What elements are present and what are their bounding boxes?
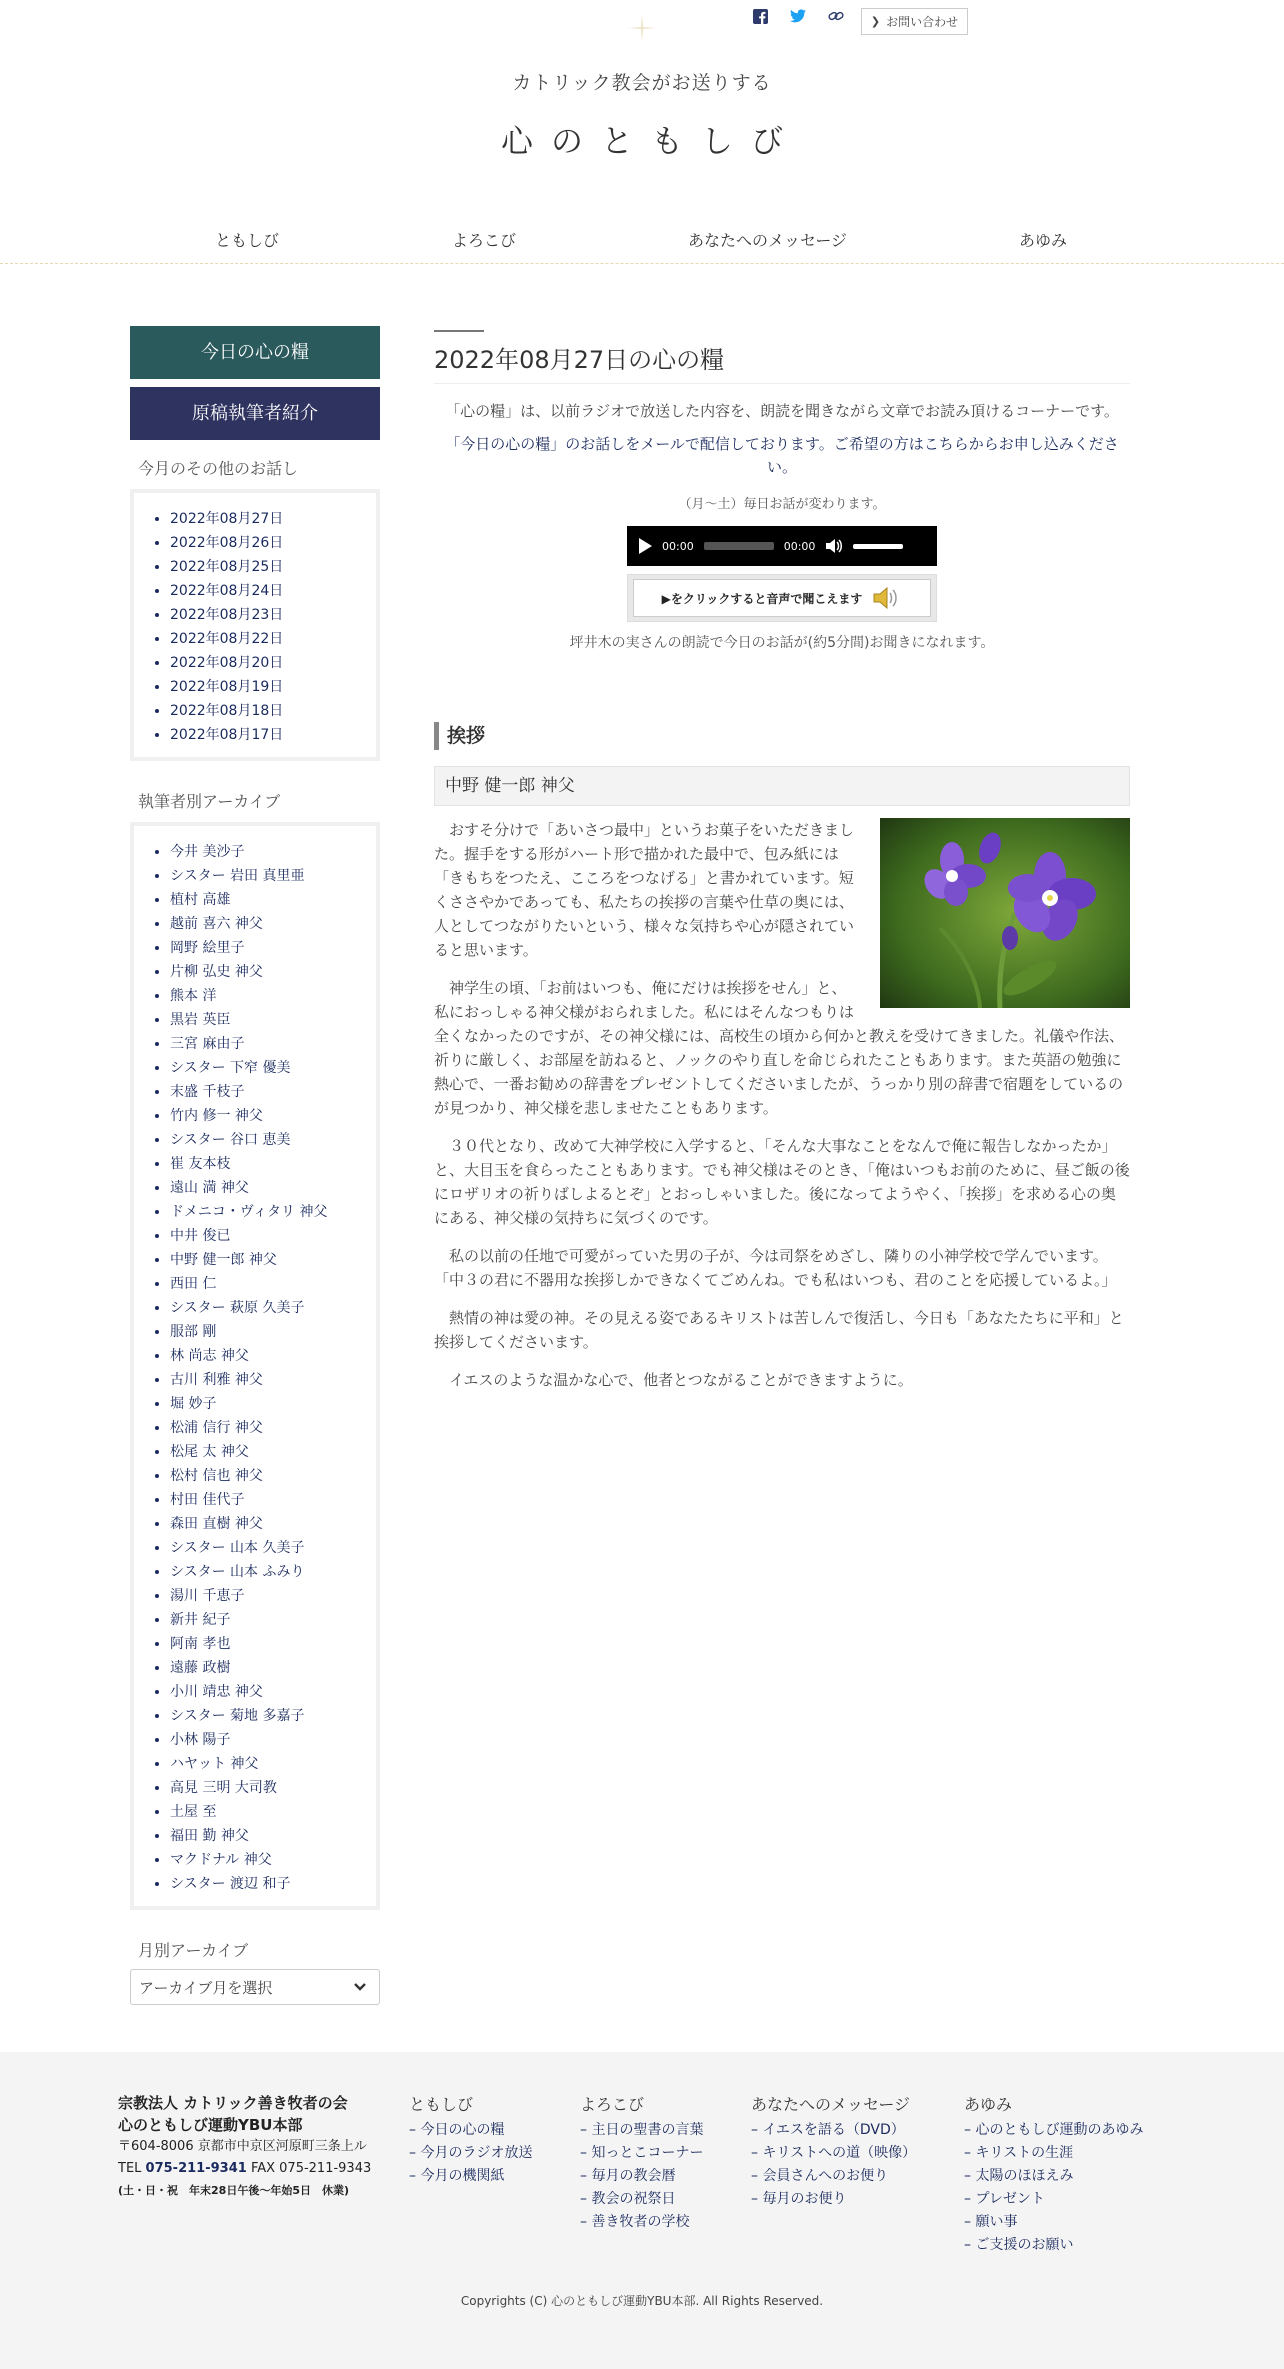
month-archive-item[interactable]: • 2022年08月27日 [170, 507, 376, 531]
author-archive-item[interactable]: • ハヤット 神父 [170, 1752, 376, 1776]
author-archive-item[interactable]: • 湯川 千恵子 [170, 1584, 376, 1608]
flower-photo [880, 818, 1130, 1008]
footer-link[interactable]: – 毎月のお便り [751, 2191, 847, 2207]
author-archive-item[interactable]: • 越前 喜六 神父 [170, 912, 376, 936]
org-address: 〒604-8006 京都市中京区河原町三条上ル [118, 2139, 367, 2154]
month-archive-heading: 今月のその他のお話し [138, 459, 299, 478]
author-archive-box [130, 822, 380, 1910]
author-archive-item[interactable]: • 末盛 千枝子 [170, 1080, 376, 1104]
paragraph-5: 熱情の神は愛の神。その見える姿であるキリストは苦しんで復活し、今日も「あなたたちに平和」と挨拶してくださいます。 [434, 1309, 1124, 1351]
footer-link[interactable]: – 心のともしび運動のあゆみ [964, 2122, 1144, 2138]
author-archive-item[interactable]: • シスター 岩田 真里亜 [170, 864, 376, 888]
author-archive-item[interactable]: • 小川 靖忠 神父 [170, 1680, 376, 1704]
author-archive-item[interactable]: • シスター 萩原 久美子 [170, 1296, 376, 1320]
author-archive-item[interactable]: • 松浦 信行 神父 [170, 1416, 376, 1440]
author-archive-item[interactable]: • 竹内 修一 神父 [170, 1104, 376, 1128]
current-time: 00:00 [662, 539, 694, 553]
org-name: 宗教法人 カトリック善き牧者の会 [118, 2094, 348, 2112]
author-archive-item[interactable]: • 小林 陽子 [170, 1728, 376, 1752]
month-archive-item[interactable]: • 2022年08月20日 [170, 651, 376, 675]
org-branch: 心のともしび運動YBU本部 [118, 2116, 303, 2134]
nav-tomoshibi[interactable]: ともしび [215, 231, 280, 250]
author-list [134, 840, 376, 1896]
footer-link[interactable]: – キリストの生涯 [964, 2145, 1074, 2161]
footer-link[interactable]: – 教会の祝祭日 [580, 2191, 676, 2207]
paragraph-4: 私の以前の任地で可愛がっていた男の子が、今は司祭をめざし、隣りの小神学校で学んでいます。「中３の君に不器用な挨拶しかできなくてごめんね。でも私はいつも、君のことを応援しているよ。」 [434, 1247, 1117, 1289]
listen-label: ▶をクリックすると音声で聞こえます [661, 591, 863, 606]
author-archive-item[interactable]: • シスター 山本 ふみり [170, 1560, 376, 1584]
author-archive-item[interactable]: • 植村 高雄 [170, 888, 376, 912]
site-title[interactable]: 心のともしび [500, 122, 801, 160]
author-archive-item[interactable]: • 遠山 満 神父 [170, 1176, 376, 1200]
footer-link[interactable]: – ご支援のお願い [964, 2237, 1074, 2253]
author-archive-item[interactable]: • 今井 美沙子 [170, 840, 376, 864]
today-kokoro-button[interactable]: 今日の心の糧 [130, 326, 380, 379]
mail-signup-link[interactable]: 「今日の心の糧」のお話しをメールで配信しております。ご希望の方はこちらからお申し込みください。 [445, 435, 1119, 476]
org-tel: TEL 075-211-9341 FAX 075-211-9343 [118, 2161, 372, 2176]
author-archive-item[interactable]: • 熊本 洋 [170, 984, 376, 1008]
section-title: 挨拶 [434, 722, 1130, 750]
footer-link[interactable]: – イエスを語る（DVD） [751, 2122, 905, 2138]
footer-org [118, 2092, 371, 2202]
tel-link[interactable]: 075-211-9341 [145, 2161, 247, 2176]
month-archive-item[interactable]: • 2022年08月23日 [170, 603, 376, 627]
author-archive-item[interactable]: • 黒岩 英臣 [170, 1008, 376, 1032]
archive-month-select[interactable]: アーカイブ月を選択 [130, 1969, 380, 2005]
paragraph-3: ３０代となり、改めて大神学校に入学すると、「そんな大事なことをなんで俺に報告しなかったか」と、大目玉を食らったこともあります。でも神父様はそのとき、「俺はいつもお前のために、昼ご飯の後にロザリオの祈りばしよるとぞ」とおっしゃいました。後になってようやく、「挨拶」を求める心の奥にある、神父様の気持ちに気づくのです。 [434, 1137, 1130, 1227]
duration-time: 00:00 [783, 539, 816, 553]
author-archive-item[interactable]: • 松尾 太 神父 [170, 1440, 376, 1464]
author-archive-item[interactable]: • ドメニコ・ヴィタリ 神父 [170, 1200, 376, 1224]
author-archive-item[interactable]: • 堀 妙子 [170, 1392, 376, 1416]
author-archive-item[interactable]: • シスター 渡辺 和子 [170, 1872, 376, 1896]
footer-link[interactable]: – 今月のラジオ放送 [409, 2145, 533, 2161]
footer-link[interactable]: – 太陽のほほえみ [964, 2168, 1074, 2184]
author-archive-item[interactable]: • 古川 利雅 神父 [170, 1368, 376, 1392]
author-archive-item[interactable]: • 土屋 至 [170, 1800, 376, 1824]
footer-col-message: あなたへのメッセージ – イエスを語る（DVD） – キリストへの道（映像） – 会員さんへのお便り – 毎月のお便り [751, 2092, 916, 2211]
paragraph-2: 神学生の頃、「お前はいつも、俺にだけは挨拶をせん」と、私におっしゃる神父様がおられました。私にはそんなつもりは全くなかったのですが、その神父様には、高校生の頃から何かと教えを受けてきました。礼儀や作法、祈りに厳しく、お部屋を訪ねると、ノックのやり直しを命じられたこともあります。また英語の勉強に熱心で、一番お勧めの辞書をプレゼントしてくださいましたが、うっかり別の辞書で宿題をしているのが見つかり、神父様を悲しませたこともあります。 [434, 979, 1125, 1117]
progress-bar[interactable] [704, 542, 774, 550]
author-archive-item[interactable]: • 片柳 弘史 神父 [170, 960, 376, 984]
footer-col-ayumi: あゆみ – 心のともしび運動のあゆみ – キリストの生涯 – 太陽のほほえみ – プレゼント – 願い事 – ご支援のお願い [964, 2092, 1143, 2257]
nav-message[interactable]: あなたへのメッセージ [688, 231, 848, 250]
twitter-icon[interactable] [790, 8, 806, 24]
star-ornament-icon [628, 14, 656, 42]
chevron-down-icon [353, 1982, 367, 1992]
article-body [434, 818, 1130, 1392]
paragraph-6: イエスのような温かな心で、他者とつながることができますように。 [449, 1371, 913, 1389]
schedule-note: （月～土）毎日お話が変わります。 [678, 497, 886, 512]
link-icon[interactable] [828, 8, 844, 24]
author-archive-heading: 執筆者別アーカイブ [138, 792, 281, 811]
footer-link[interactable]: – 会員さんへのお便り [751, 2168, 889, 2184]
volume-slider[interactable] [853, 544, 903, 549]
paragraph-1: おすそ分けで「あいさつ最中」というお菓子をいただきました。握手をする形がハート形で描かれた最中で、包み紙には「きもちをつたえ、こころをつなげる」と書かれています。短くささやかであっても、私たちの挨拶の言葉や仕草の奥には、人としてつながりたいという、様々な気持ちや心が隠されていると思います。 [434, 821, 855, 959]
author-archive-item[interactable]: • 松村 信也 神父 [170, 1464, 376, 1488]
month-archive-box [130, 489, 380, 761]
month-archive-item[interactable]: • 2022年08月19日 [170, 675, 376, 699]
speaker-icon [872, 586, 902, 610]
contact-button[interactable]: ❯ お問い合わせ [861, 8, 968, 35]
facebook-icon[interactable] [752, 8, 768, 24]
org-hours: (土・日・祝 年末28日午後〜年始5日 休業) [118, 2184, 350, 2197]
volume-icon[interactable] [825, 538, 843, 554]
month-archive-item[interactable]: • 2022年08月18日 [170, 699, 376, 723]
nav-yorokobi[interactable]: よろこび [452, 231, 517, 250]
footer-link[interactable]: – 毎月の教会暦 [580, 2168, 676, 2184]
author-archive-item[interactable]: • シスター 菊地 多嘉子 [170, 1704, 376, 1728]
author-archive-item[interactable]: • 村田 佳代子 [170, 1488, 376, 1512]
author-archive-item[interactable]: • マクドナル 神父 [170, 1848, 376, 1872]
month-list [134, 507, 376, 747]
copyright: Copyrights (C) 心のともしび運動YBU本部. All Rights Reserved. [460, 2294, 824, 2308]
author-archive-item[interactable]: • 西田 仁 [170, 1272, 376, 1296]
author-archive-item[interactable]: • 崔 友本枝 [170, 1152, 376, 1176]
nav-ayumi[interactable]: あゆみ [1019, 231, 1068, 250]
author-archive-item[interactable]: • 遠藤 政樹 [170, 1656, 376, 1680]
footer-link[interactable]: – 今日の心の糧 [409, 2122, 505, 2138]
author-archive-item[interactable]: • 福田 勤 神父 [170, 1824, 376, 1848]
footer-col-tomoshibi: ともしび – 今日の心の糧 – 今月のラジオ放送 – 今月の機関紙 [409, 2092, 532, 2188]
author-archive-item[interactable]: • シスター 山本 久美子 [170, 1536, 376, 1560]
listen-banner[interactable] [627, 574, 937, 622]
author-archive-item[interactable]: • 高見 三明 大司教 [170, 1776, 376, 1800]
author-archive-item[interactable]: • 森田 直樹 神父 [170, 1512, 376, 1536]
footer-link[interactable]: – 知っとこコーナー [580, 2145, 704, 2161]
author-archive-item[interactable]: • 林 尚志 神父 [170, 1344, 376, 1368]
month-archive-item[interactable]: • 2022年08月26日 [170, 531, 376, 555]
month-archive-item[interactable]: • 2022年08月24日 [170, 579, 376, 603]
social-links [752, 8, 844, 24]
footer [0, 2052, 1284, 2369]
authors-intro-button[interactable]: 原稿執筆者紹介 [130, 387, 380, 440]
audio-player [627, 526, 937, 566]
footer-link[interactable]: – キリストへの道（映像） [751, 2145, 917, 2161]
footer-link[interactable]: – プレゼント [964, 2191, 1045, 2207]
author-name: 中野 健一郎 神父 [434, 766, 1130, 806]
author-archive-item[interactable]: • 中井 俊已 [170, 1224, 376, 1248]
author-archive-item[interactable]: • 三宮 麻由子 [170, 1032, 376, 1056]
main-content [434, 330, 1130, 1406]
author-archive-item[interactable]: • 服部 剛 [170, 1320, 376, 1344]
footer-link[interactable]: – 今月の機関紙 [409, 2168, 505, 2184]
play-icon[interactable] [639, 538, 652, 554]
post-title: 2022年08月27日の心の糧 [434, 340, 1130, 384]
footer-link[interactable]: – 願い事 [964, 2214, 1018, 2230]
month-archive-item[interactable]: • 2022年08月17日 [170, 723, 376, 747]
author-archive-item[interactable]: • 阿南 孝也 [170, 1632, 376, 1656]
monthly-archive-heading: 月別アーカイブ [138, 1941, 249, 1960]
site-subtitle: カトリック教会がお送りする [512, 72, 772, 94]
reader-note: 坪井木の実さんの朗読で今日のお話が(約5分間)お聞きになれます。 [569, 635, 995, 651]
footer-col-yorokobi: よろこび – 主日の聖書の言葉 – 知っとこコーナー – 毎月の教会暦 – 教会の祝祭日 – 善き牧者の学校 [580, 2092, 703, 2234]
month-archive-item[interactable]: • 2022年08月22日 [170, 627, 376, 651]
title-rule [434, 330, 484, 332]
global-nav [0, 210, 1284, 264]
footer-link[interactable]: – 善き牧者の学校 [580, 2214, 690, 2230]
author-archive-item[interactable]: • 岡野 絵里子 [170, 936, 376, 960]
chevron-right-icon: ❯ [870, 15, 881, 28]
author-archive-item[interactable]: • 新井 紀子 [170, 1608, 376, 1632]
sidebar [130, 326, 380, 2005]
month-archive-item[interactable]: • 2022年08月25日 [170, 555, 376, 579]
author-archive-item[interactable]: • 中野 健一郎 神父 [170, 1248, 376, 1272]
footer-link[interactable]: – 主日の聖書の言葉 [580, 2122, 704, 2138]
intro-text: 「心の糧」は、以前ラジオで放送した内容を、朗読を聞きながら文章でお読み頂けるコーナーです。 [445, 402, 1119, 420]
author-archive-item[interactable]: • シスター 谷口 恵美 [170, 1128, 376, 1152]
author-archive-item[interactable]: • シスター 下窄 優美 [170, 1056, 376, 1080]
